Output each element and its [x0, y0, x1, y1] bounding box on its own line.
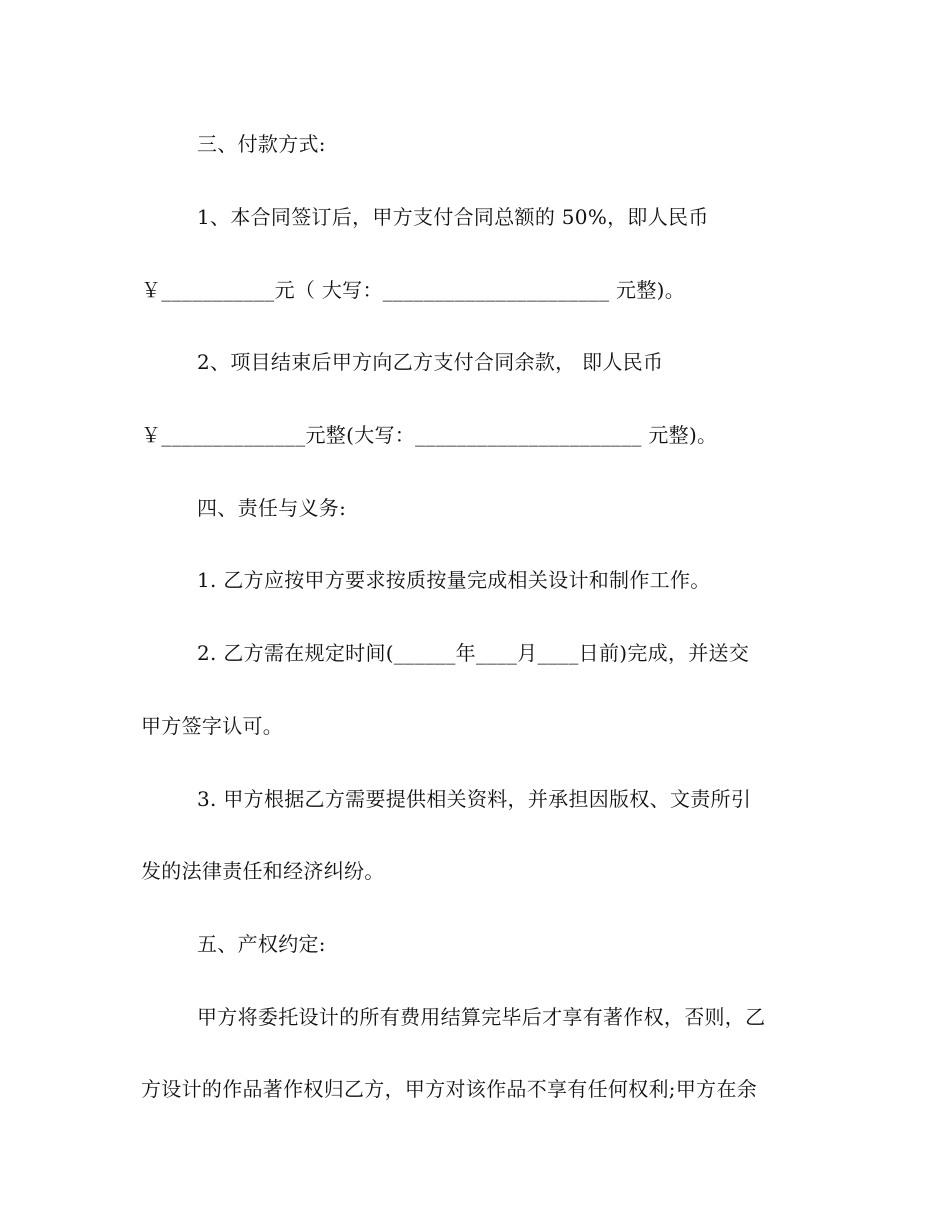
- payment-clause-1: 1、本合同签订后，甲方支付合同总额的 50%，即人民币: [197, 205, 709, 229]
- section-heading-duties: 四、责任与义务:: [197, 496, 347, 520]
- payment-clause-1-amount: ￥___________元（ 大写：______________________ 元整)。: [141, 278, 686, 302]
- duty-clause-2: 2. 乙方需在规定时间(______年____月____日前)完成，并送交: [197, 641, 750, 665]
- duty-clause-2-continued: 甲方签字认可。: [141, 714, 284, 738]
- ownership-paragraph-continued: 方设计的作品著作权归乙方，甲方对该作品不享有任何权利;甲方在余: [141, 1077, 758, 1101]
- duty-clause-1: 1. 乙方应按甲方要求按质按量完成相关设计和制作工作。: [197, 568, 711, 592]
- section-heading-payment: 三、付款方式:: [197, 132, 326, 156]
- payment-clause-2: 2、项目结束后甲方向乙方支付合同余款， 即人民币: [197, 350, 664, 374]
- payment-clause-2-amount: ￥______________元整(大写：______________________ 元整)。: [141, 423, 718, 447]
- duty-clause-3: 3. 甲方根据乙方需要提供相关资料，并承担因版权、文责所引: [197, 787, 752, 811]
- section-heading-ownership: 五、产权约定:: [197, 932, 326, 956]
- duty-clause-3-continued: 发的法律责任和经济纠纷。: [141, 859, 385, 883]
- ownership-paragraph: 甲方将委托设计的所有费用结算完毕后才享有著作权，否则，乙: [197, 1005, 766, 1029]
